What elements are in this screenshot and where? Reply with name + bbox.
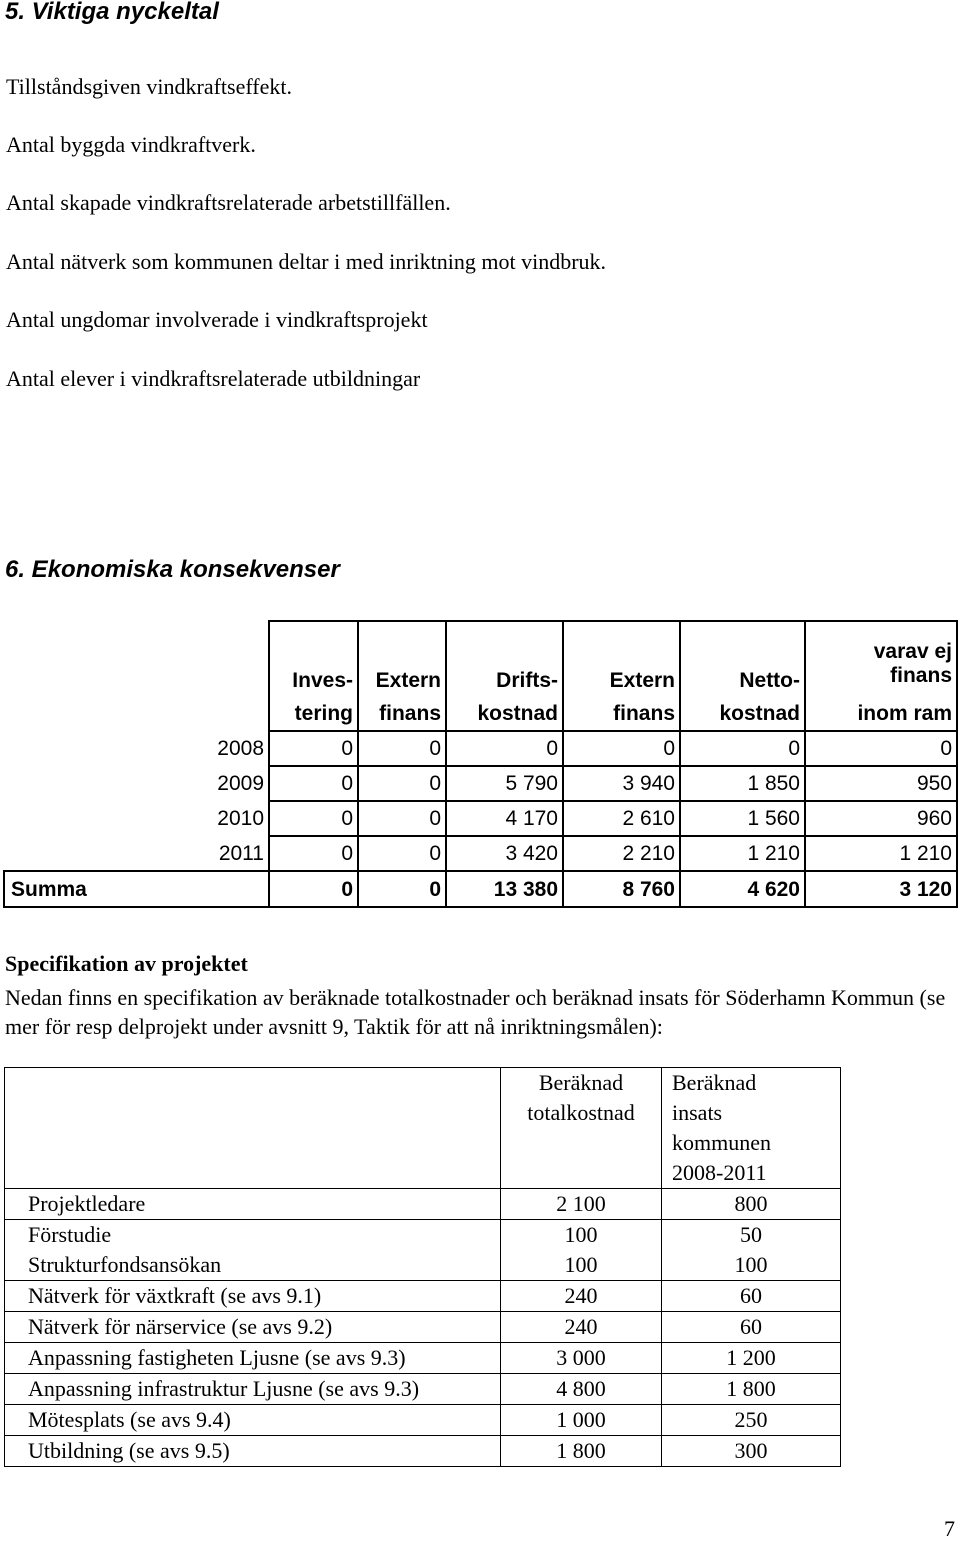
project-name: Utbildning (se avs 9.5) (5, 1436, 501, 1467)
header-extern-finans2-top: Extern (563, 621, 680, 694)
value-cell: 0 (269, 801, 358, 836)
kpi-item: Antal nätverk som kommunen deltar i med inriktning mot vindbruk. (6, 249, 607, 274)
project-name: Anpassning infrastruktur Ljusne (se avs 9.3) (5, 1374, 501, 1405)
project-total: 1 000 (501, 1405, 662, 1436)
value-cell: 5 790 (446, 766, 563, 801)
table-row (5, 1436, 841, 1467)
value-cell: 0 (446, 731, 563, 766)
project-insats: 60 (662, 1312, 841, 1343)
spec-intro: Nedan finns en specifikation av beräknade totalkostnader och beräknad insats för Söderhamn Kommun (se mer för resp delprojekt under avsnitt 9, Taktik för att nå inriktningsmålen): (5, 985, 946, 1039)
value-cell: 0 (358, 836, 446, 871)
project-name: Förstudie Strukturfondsansökan (5, 1220, 501, 1281)
project-total: 3 000 (501, 1343, 662, 1374)
value-cell: 960 (805, 801, 957, 836)
header-nettokostnad-top: Netto- (680, 621, 805, 694)
table-row (5, 1220, 841, 1281)
project-table (4, 1067, 841, 1467)
project-total: 2 100 (501, 1189, 662, 1220)
table-row (4, 801, 957, 836)
project-name: Projektledare (5, 1189, 501, 1220)
value-cell: 1 210 (680, 836, 805, 871)
project-name: Nätverk för närservice (se avs 9.2) (5, 1312, 501, 1343)
value-cell: 4 170 (446, 801, 563, 836)
header-extern-finans-bottom: finans (358, 694, 446, 731)
project-insats: 50 100 (662, 1220, 841, 1281)
value-cell: 0 (358, 801, 446, 836)
sum-value: 8 760 (563, 871, 680, 907)
value-cell: 0 (269, 836, 358, 871)
project-insats: 800 (662, 1189, 841, 1220)
table-row (5, 1374, 841, 1405)
page-number: 7 (944, 1516, 955, 1541)
project-total: 240 (501, 1281, 662, 1312)
economic-table (3, 620, 958, 908)
value-cell: 0 (805, 731, 957, 766)
header-nettokostnad-bottom: kostnad (680, 694, 805, 731)
section-5-heading: 5. Viktiga nyckeltal (5, 0, 219, 25)
project-name: Anpassning fastigheten Ljusne (se avs 9.3) (5, 1343, 501, 1374)
project-total: 240 (501, 1312, 662, 1343)
header-driftskostnad-bottom: kostnad (446, 694, 563, 731)
value-cell: 1 210 (805, 836, 957, 871)
sum-value: 13 380 (446, 871, 563, 907)
sum-value: 0 (269, 871, 358, 907)
value-cell: 0 (269, 731, 358, 766)
table-row (5, 1189, 841, 1220)
value-cell: 2 210 (563, 836, 680, 871)
sum-value: 3 120 (805, 871, 957, 907)
header-driftskostnad-top: Drifts- (446, 621, 563, 694)
header-municipal-contribution: Beräknad insats kommunen 2008-2011 (662, 1068, 841, 1189)
value-cell: 0 (269, 766, 358, 801)
table-row (5, 1405, 841, 1436)
table-row (5, 1281, 841, 1312)
kpi-item: Antal elever i vindkraftsrelaterade utbildningar (6, 366, 421, 391)
value-cell: 1 560 (680, 801, 805, 836)
value-cell: 3 420 (446, 836, 563, 871)
header-extern-finans2-bottom: finans (563, 694, 680, 731)
header-investering-top: Inves- (269, 621, 358, 694)
header-inom-ram-bottom: inom ram (805, 694, 957, 731)
table-row (4, 836, 957, 871)
project-total: 4 800 (501, 1374, 662, 1405)
value-cell: 0 (563, 731, 680, 766)
project-name: Nätverk för växtkraft (se avs 9.1) (5, 1281, 501, 1312)
spec-heading: Specifikation av projektet (5, 951, 248, 976)
sum-label: Summa (4, 871, 269, 907)
value-cell: 0 (680, 731, 805, 766)
project-insats: 300 (662, 1436, 841, 1467)
project-total: 1 800 (501, 1436, 662, 1467)
sum-row (4, 871, 957, 907)
table-row (5, 1343, 841, 1374)
header-extern-finans-top: Extern (358, 621, 446, 694)
header-total-cost: Beräknad totalkostnad (501, 1068, 662, 1189)
project-insats: 1 200 (662, 1343, 841, 1374)
section-6-heading: 6. Ekonomiska konsekvenser (5, 556, 340, 583)
header-investering-bottom: tering (269, 694, 358, 731)
header-corner-2 (4, 694, 269, 731)
project-name: Mötesplats (se avs 9.4) (5, 1405, 501, 1436)
header-blank (5, 1068, 501, 1189)
year-cell: 2011 (4, 836, 269, 871)
sum-value: 4 620 (680, 871, 805, 907)
year-cell: 2009 (4, 766, 269, 801)
value-cell: 0 (358, 766, 446, 801)
value-cell: 1 850 (680, 766, 805, 801)
kpi-item: Antal skapade vindkraftsrelaterade arbetstillfällen. (6, 190, 451, 215)
project-insats: 250 (662, 1405, 841, 1436)
value-cell: 2 610 (563, 801, 680, 836)
kpi-item: Antal byggda vindkraftverk. (6, 132, 256, 157)
value-cell: 950 (805, 766, 957, 801)
header-varav-ej-finans-top: varav ej finans (805, 621, 957, 694)
year-cell: 2010 (4, 801, 269, 836)
project-insats: 60 (662, 1281, 841, 1312)
table-row (5, 1312, 841, 1343)
project-insats: 1 800 (662, 1374, 841, 1405)
project-table-header (5, 1068, 841, 1189)
project-total: 100 100 (501, 1220, 662, 1281)
kpi-item: Antal ungdomar involverade i vindkraftsprojekt (6, 307, 428, 332)
year-cell: 2008 (4, 731, 269, 766)
table-row (4, 766, 957, 801)
table-row (4, 731, 957, 766)
header-corner (4, 621, 269, 694)
value-cell: 3 940 (563, 766, 680, 801)
value-cell: 0 (358, 731, 446, 766)
sum-value: 0 (358, 871, 446, 907)
kpi-item: Tillståndsgiven vindkraftseffekt. (6, 74, 292, 99)
